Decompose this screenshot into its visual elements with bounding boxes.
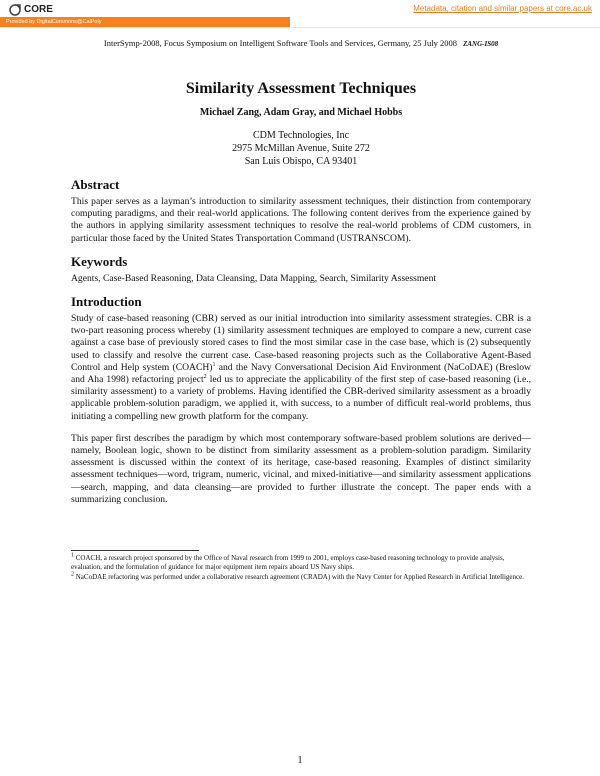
core-logo-icon <box>8 3 22 17</box>
running-head <box>71 38 531 50</box>
footnote-divider <box>71 550 199 551</box>
introduction-paragraph-1 <box>71 313 531 423</box>
footnote-1-mark: 1 <box>71 552 74 559</box>
core-header-bar <box>0 0 600 28</box>
core-metadata-link[interactable]: Metadata, citation and similar papers at core.ac.uk <box>413 4 592 13</box>
abstract-heading: Abstract <box>71 177 120 192</box>
affiliation-line: San Luis Obispo, CA 93401 <box>244 156 358 167</box>
paper-authors: Michael Zang, Adam Gray, and Michael Hobbs <box>199 107 403 118</box>
footnote-ref-1[interactable]: 1 <box>212 361 216 368</box>
keywords-heading: Keywords <box>71 253 128 269</box>
keywords-text: Agents, Case-Based Reasoning, Data Cleansing, Data Mapping, Search, Similarity Assessment <box>71 272 437 284</box>
paper-title: Similarity Assessment Techniques <box>185 80 417 97</box>
running-head-text: InterSymp-2008, Focus Symposium on Intelligent Software Tools and Services, Germany, 25 July 2008 <box>103 38 457 48</box>
footnote-1 <box>71 554 531 572</box>
intro-text-part: Study of case-based reasoning (CBR) served as our initial introduction into similarity assessment strategies. CBR is a two-part reasoning process whereby (1) similarity assessment techniques are employed to compare a new, current case against a case base of previously stored cases to find the most similar case in the case base, which is (2) subsequently used to classify and resolve the current case. Case-based reasoning projects such as the Collaborative Agent-Based Control and Help system (COACH) <box>71 313 531 373</box>
abstract-text: This paper serves as a layman’s introduction to similarity assessment techniques, their distinction from contemporary computing paradigms, and their real-world applications. The following content derives from the experience gained by the authors in applying similarity assessment techniques to resolve the real-world problems of CDM customers, in particular those faced by the United States Transportation Command (USTRANSCOM). <box>71 196 531 244</box>
core-logo-text: CORE <box>24 4 53 15</box>
running-head-tag: ZANG-IS08 <box>463 40 499 48</box>
footnote-1-text: COACH, a research project sponsored by the Office of Naval research from 1999 to 2001, employs case-based reasoning technology to provide analysis, evaluation, and the formulation of guidance for major equipment item repairs aboard US Navy ships. <box>71 554 505 572</box>
footnote-2-mark: 2 <box>71 572 74 579</box>
paper-page <box>71 30 531 583</box>
footnote-2-text: NaCoDAE refactoring was performed under a collaborative research agreement (CRADA) with the Navy Center for Applied Research in Artificial Intelligence. <box>74 573 524 582</box>
footnote-ref-2[interactable]: 2 <box>203 373 207 380</box>
core-logo[interactable] <box>8 3 53 17</box>
intro-text-part: led us to appreciate the applicability of the first step of case-based reasoning (i.e., similarity assessment) to a variety of problems. Having identified the CBR-derived similarity assessment as a broadly applicable problem-solution paradigm, we applied it, with success, to a number of difficult real-world problems, thus initiating a compelling new growth platform for the company. <box>71 374 531 422</box>
page-number: 1 <box>297 755 303 766</box>
introduction-paragraph-2: This paper first describes the paradigm by which most contemporary software-based problem solutions are derived—namely, Boolean logic, shown to be distinct from similarity assessment as a problem-solution paradigm. Similarity assessment is discussed within the context of its heritage, case-based reasoning. Examples of distinct similarity assessment techniques—word, trigram, numeric, vicinal, and mixed-initiative—and similarity assessment applications—search, mapping, and data cleansing—are provided to further illustrate the concept. The paper ends with a summarizing conclusion. <box>71 432 531 505</box>
introduction-heading: Introduction <box>71 294 142 310</box>
affiliation-line: CDM Technologies, Inc <box>252 130 350 141</box>
provided-by-banner[interactable]: Provided by DigitalCommons@CalPoly <box>0 17 290 27</box>
intro-text-part: and the Navy Conversational Decision Aid Environment (NaCoDAE) (Breslow and Aha 1998) refactoring project <box>71 361 531 386</box>
affiliation-line: 2975 McMillan Avenue, Suite 272 <box>232 143 370 154</box>
footnote-2 <box>71 573 531 582</box>
affiliation <box>71 129 531 168</box>
